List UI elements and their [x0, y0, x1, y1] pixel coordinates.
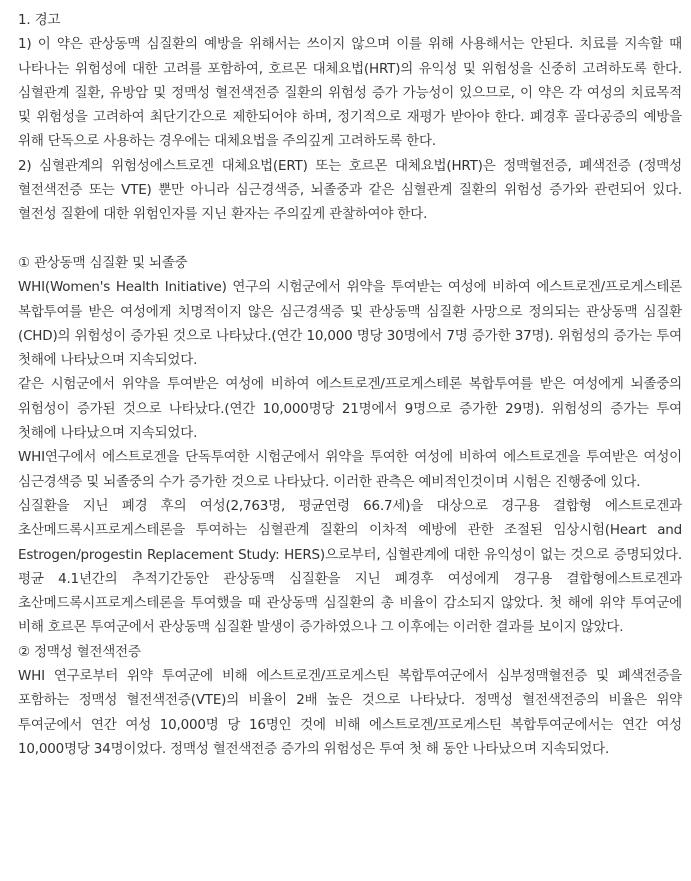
- warning-heading: 1. 경고: [18, 12, 61, 28]
- section-2-heading: ② 정맥성 혈전색전증: [18, 643, 141, 660]
- document-body: [18, 8, 682, 761]
- section-1-paragraph-2: 같은 시험군에서 위약을 투여받은 여성에 비하여 에스트로겐/프로게스테론 복합투여를 받은 여성에게 뇌졸중의 위험성이 증가된 것으로 나타났다.(연간 10,000명당 21명에서 9명으로 증가한 29명). 위험성의 증가는 투여 첫해에 나타났으며 지속되었다.: [18, 376, 682, 442]
- section-2-paragraph-1: WHI 연구로부터 위약 투여군에 비해 에스트로겐/프로게스틴 복합투여군에서 심부정맥혈전증 및 폐색전증을 포함하는 정맥성 혈전색전증(VTE)의 비율이 2배 높은 것으로 나타났다. 정맥성 혈전색전증의 비율은 위약 투여군에서 연간 여성 10,000명 당 16명인 것에 비해 에스트로겐/프로게스틴 복합투여군에서는 연간 여성 10,000명당 34명이었다. 정맥성 혈전색전증 증가의 위험성은 투여 첫 해 동안 나타났으며 지속되었다.: [18, 668, 682, 757]
- warning-paragraph-1: 1) 이 약은 관상동맥 심질환의 예방을 위해서는 쓰이지 않으며 이를 위해 사용해서는 안된다. 치료를 지속할 때 나타나는 위험성에 대한 고려를 포함하여, 호르몬 대체요법(HRT)의 유익성 및 위험성을 신중히 고려하도록 한다. 심혈관계 질환, 유방암 및 정맥성 혈전색전증 질환의 위험성 증가 가능성이 있으므로, 이 약은 각 여성의 치료목적 및 위험성을 고려하여 최단기간으로 제한되어야 하며, 정기적으로 재평가 받아야 한다. 폐경후 골다공증의 예방을 위해 단독으로 사용하는 경우에는 대체요법을 주의깊게 고려하도록 한다.: [18, 36, 682, 150]
- section-1-heading: ① 관상동맥 심질환 및 뇌졸중: [18, 254, 188, 271]
- warning-paragraph-2: 2) 심혈관계의 위험성에스트로겐 대체요법(ERT) 또는 호르몬 대체요법(HRT)은 정맥혈전증, 폐색전증 (정맥성 혈전색전증 또는 VTE) 뿐만 아니라 심근경색증, 뇌졸중과 같은 심혈관계 질환의 위험성 증가와 관련되어 있다. 혈전성 질환에 대한 위험인자를 지닌 환자는 주의깊게 관찰하여야 한다.: [18, 157, 682, 223]
- section-1-paragraph-3: WHI연구에서 에스트로겐을 단독투여한 시험군에서 위약을 투여한 여성에 비하여 에스트로겐을 투여받은 여성이 심근경색증 및 뇌졸중의 수가 증가한 것으로 나타났다. 이러한 관측은 예비적인것이며 시험은 진행중에 있다.: [18, 449, 682, 490]
- section-1-paragraph-1: WHI(Women's Health Initiative) 연구의 시험군에서 위약을 투여받는 여성에 비하여 에스트로겐/프로게스테론 복합투여를 받은 여성에게 치명적이지 않은 심근경색증 및 관상동맥 심질환 사망으로 정의되는 관상동맥 심질환(CHD)의 위험성이 증가된 것으로 나타났다.(연간 10,000 명당 30명에서 7명 증가한 37명). 위험성의 증가는 투여 첫해에 나타났으며 지속되었다.: [18, 279, 682, 369]
- blank-line: [18, 227, 682, 251]
- section-1-paragraph-4: 심질환을 지닌 폐경 후의 여성(2,763명, 평균연령 66.7세)을 대상으로 경구용 결합형 에스트로겐과 초산메드록시프로게스테론을 투여하는 심혈관계 질환의 이차적 예방에 관한 조절된 임상시험(Heart and Estrogen/progestin Replacement Study: HERS)으로부터, 심혈관계에 대한 유익성이 없는 것으로 증명되었다. 평균 4.1년간의 추적기간동안 관상동맥 심질환을 지닌 폐경후 여성에게 경구용 결합형에스트로겐과 초산메드록시프로게스테론을 투여했을 때 관상동맥 심질환의 총 비율이 감소되지 않았다. 첫 해에 위약 투여군에 비해 호르몬 투여군에서 관상동맥 심질환 발생이 증가하였으나 그 이후에는 이러한 결과를 보이지 않았다.: [18, 497, 682, 636]
